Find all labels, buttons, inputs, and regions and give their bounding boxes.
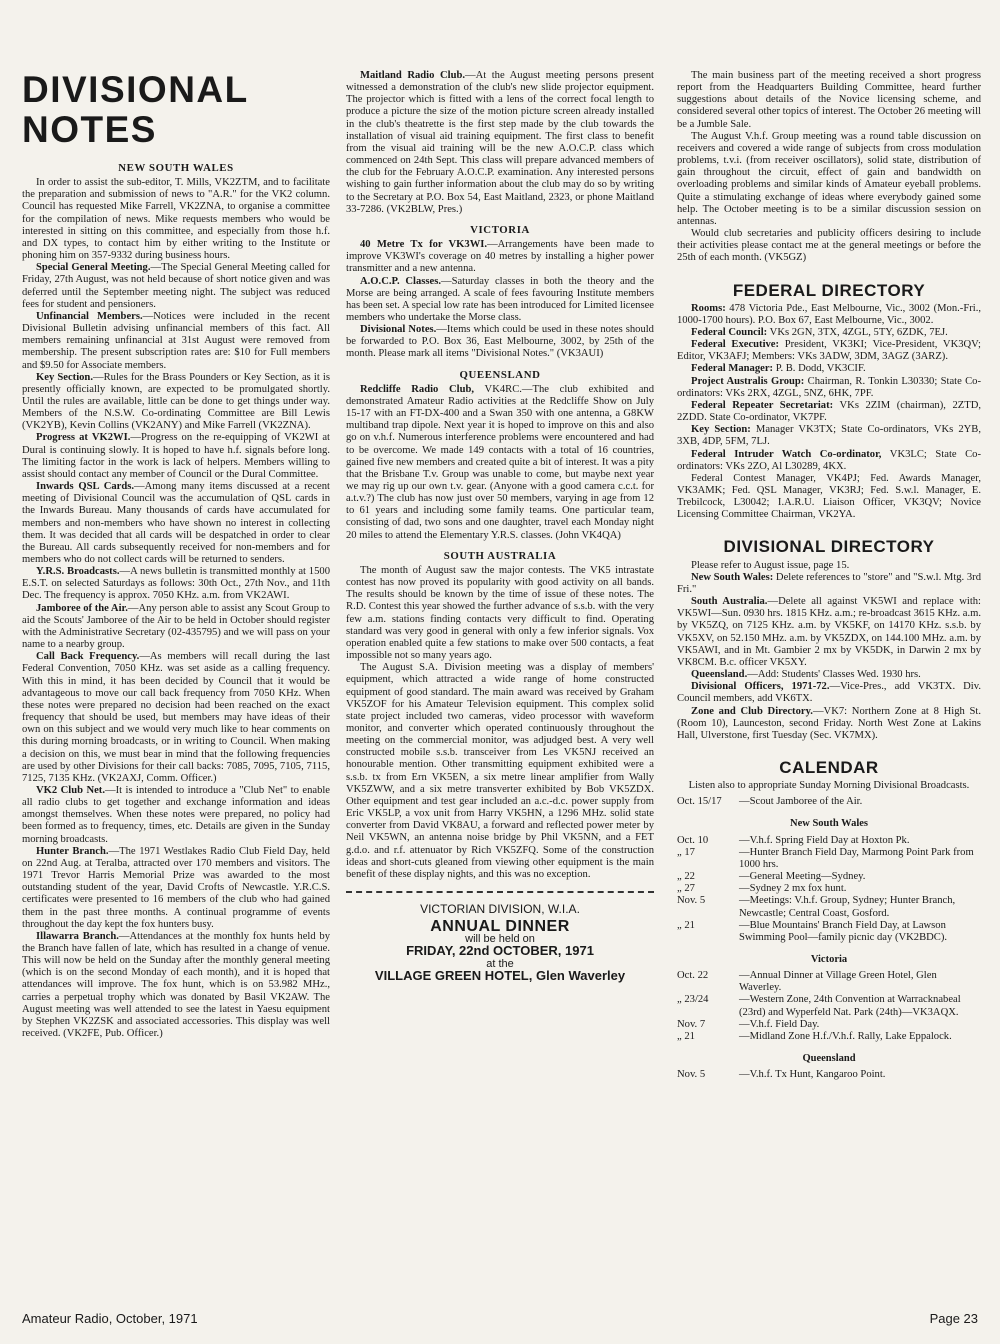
paragraph <box>677 228 981 264</box>
paragraph-lead: Divisional Officers, 1971-72. <box>691 681 830 693</box>
paragraph-text: —It is intended to introduce a "Club Net" to enable all radio clubs to get together and exchange information and ideas amongst themselves. When these notes were prepared, no policy had been formed as to frequency, times, etc. Details are given in the Sunday morning broadcasts. <box>22 784 331 845</box>
calendar-text: —Meetings: V.h.f. Group, Sydney; Hunter Branch, Newcastle; Central Coast, Gosford. <box>739 895 956 919</box>
paragraph-text: VK3LC; State Co-ordinators: VKs 2ZO, Al L30289, 4KX. <box>677 448 981 472</box>
paragraph-lead: A.O.C.P. Classes. <box>360 275 441 287</box>
paragraph <box>677 327 981 339</box>
paragraph-text: Would club secretaries and publicity officers desiring to include their activities please contact me at the general meetings or before the 25th of each month. (VK5GZ) <box>677 228 981 264</box>
paragraph <box>677 706 981 742</box>
paragraph <box>22 931 330 1040</box>
paragraph-text: —The 1971 Westlakes Radio Club Field Day, held on 22nd Aug. at Teralba, attracted over 170 members and visitors. The 1971 Trevor Harris Memorial Prize was awarded to the most outstanding student of the year, David Crofts of Newcastle. Y.R.C.S. certificates were presented to 16 members of the club who had gained them in the past three months. A continual programme of events throughout the day kept the fox hunters busy. <box>22 845 330 930</box>
paragraph <box>22 651 330 785</box>
paragraph-text: The month of August saw the major contests. The VK5 intrastate contest has now proved its popularity with good activity on all bands. The results should be known by the time of issue of these notes. The R.D. Contest this year showed the further advance of s.s.b. with the very few a.m. stations finding contacts very difficult to find. Operating standard was very good in general with only a few inferior signals. Vox operation enabled quite a few stations to make over 500 contacts, a feat impossible not so many years ago. <box>346 564 654 662</box>
paragraph-text: 478 Victoria Pde., East Melbourne, Vic., 3002 (Mon.-Fri., 1000-1700 hours). P.O. Box 67, East Melbourne, Vic., 3002. <box>677 302 981 326</box>
calendar-text: —Western Zone, 24th Convention at Warracknabeal (23rd) and Wyperfeld Nat. Park (24th)—VK3AQX. <box>739 994 961 1018</box>
calendar-nsw-heading: New South Wales <box>790 818 868 830</box>
paragraph <box>22 177 330 262</box>
section-heading-south-australia: SOUTH AUSTRALIA <box>443 549 557 562</box>
paragraph <box>677 596 981 669</box>
paragraph <box>677 449 981 473</box>
column-2 <box>346 0 654 982</box>
paragraph-lead: Queensland. <box>691 669 748 681</box>
paragraph <box>677 363 981 375</box>
footer-page-number: Page 23 <box>929 1311 978 1326</box>
paragraph <box>677 681 981 705</box>
ad-line-3: will be held on <box>465 933 535 946</box>
paragraph-text: The August V.h.f. Group meeting was a round table discussion on receivers and covered a wide range of subjects from cross modulation problems, t.v.i. (from receiver oscillators), solid state, distribution of gain throughout the circuit, effect of gain and bandwidth on overloading problems and similar kinds of Amateur eyeball problems. Quite a stimulating exchange of ideas where everybody gained some help. The October meeting is to be a similar discussion session on antennas. <box>677 130 981 227</box>
paragraph-lead: Y.R.S. Broadcasts. <box>36 566 120 578</box>
paragraph-lead: Federal Intruder Watch Co-ordinator, <box>691 448 882 460</box>
paragraph-lead: Special General Meeting. <box>36 262 151 274</box>
calendar-entry <box>677 895 981 919</box>
paragraph-text: The August S.A. Division meeting was a display of members' equipment, which attracted a wide range of home constructed equipment of good standard. The main award was received by Graham VK5ZOF for his Amateur Television equipment. This complex solid state project included two cameras, video processor with waveform monitor, and converter which operated continuously throughout the meeting on the commercial monitor, was adjudged best. A very well constructed mobile s.s.b. transceiver from Les VK5NJ received an honourable mention. Other transmitting equipment exhibited were a s.s.b. tx from Ern VK5EN, a six metre linear amplifier from Wally VK5ZWW, and a six metre transverter exhibited by Bob VK5ZDX. Other equipment and test gear included an a.c.-d.c. power supply from Eric VK5LP, a vox unit from Harry VK5HN, a 1296 MHz. solid state converter from David VK8AU, a forward and reflected power meter by Neil VK5WN, an antenna noise bridge by Phil VK5NN, and a FET g.d.o. and r.f. attenuator by Rich VK5ZFQ. Some of the construction ideas and short-cuts gleaned from viewing other equipment is the main benefit of these display nights, and this was no exception. <box>346 662 654 880</box>
calendar-nsw <box>677 835 981 944</box>
column-3 <box>677 0 981 1081</box>
section-heading-queensland: QUEENSLAND <box>459 368 541 381</box>
south-australia-notes <box>346 565 654 881</box>
paragraph-text: —At the August meeting persons present witnessed a demonstration of the club's new slide projector equipment. The projector which is fitted with a lens of the correct focal length to produce a picture the size of the motion picture screen already installed in the club's theatrette is the first step made by the club towards the installation of visual aid training equipment. The first class to benefit from the visual aid training will be the new A.O.C.P. class which commenced on 24th Sept. This class will prepare advanced members of the club for the February A.O.C.P. examination. Any interested persons wishing to gain further information about the club may do so by writing to the Secretary at P.O. Box 54, East Maitland, 2323, or phone Maitland 33-7286. (VK2BLW, Pres.) <box>346 70 654 215</box>
section-heading-nsw: NEW SOUTH WALES <box>118 162 234 174</box>
paragraph-text: President, VK3KI; Vice-President, VK3QV; Editor, VK3AFJ; Members: VKs 3ADW, 3DM, 3AGZ (3ARZ). <box>677 339 981 363</box>
paragraph-lead: Unfinancial Members. <box>36 310 143 322</box>
paragraph-lead: Jamboree of the Air. <box>36 602 128 614</box>
annual-dinner-notice <box>346 903 654 982</box>
calendar-text: —Scout Jamboree of the Air. <box>739 796 863 808</box>
section-heading-victoria: VICTORIA <box>470 223 530 236</box>
paragraph <box>677 70 981 131</box>
ad-line-5: at the <box>486 957 514 970</box>
calendar-text: —Annual Dinner at Village Green Hotel, Glen Waverley. <box>739 970 937 994</box>
calendar-date: Nov. 5 <box>677 895 706 907</box>
federal-directory <box>677 303 981 522</box>
paragraph <box>677 131 981 228</box>
calendar-date: „ 21 <box>677 1030 695 1042</box>
paragraph-lead: Zone and Club Directory. <box>691 705 813 717</box>
calendar-date: „ 17 <box>677 846 695 858</box>
paragraph <box>677 303 981 327</box>
calendar-text: —Sydney 2 mx fox hunt. <box>739 883 847 895</box>
calendar-entry <box>677 1069 981 1081</box>
calendar-entry <box>677 883 981 895</box>
paragraph-lead: Call Back Frequency. <box>36 651 140 663</box>
divisional-directory-heading: DIVISIONAL DIRECTORY <box>723 537 935 557</box>
calendar-date: „ 23/24 <box>677 994 709 1006</box>
paragraph-lead: Federal Repeater Secretariat: <box>691 399 834 411</box>
paragraph-text: Federal Contest Manager, VK4PJ; Fed. Awards Manager, VK3AMK; Fed. QSL Manager, VK3RJ; Fed. S.w.l. Manager, E. Trebilcock, L30042; I.A.R.U. Liaison Officer, VK3QV; Novice Licensing Committee Chairman, VK2YA. <box>677 472 981 521</box>
calendar-date: Nov. 7 <box>677 1018 706 1030</box>
paragraph-lead: Key Section: <box>691 424 751 436</box>
paragraph-text: P. B. Dodd, VK3CIF. <box>773 363 866 375</box>
paragraph-text: —Arrangements have been made to improve VK3WI's coverage on 40 metres by installing a higher power transmitter and a new antenna. <box>346 239 654 275</box>
calendar-vic <box>677 970 981 1043</box>
column-1 <box>22 0 330 1040</box>
paragraph-text: —Add: Students' Classes Wed. 1930 hrs. <box>747 669 921 681</box>
paragraph-text: VKs 2ZIM (chairman), 2ZTD, 2ZDD. State Co-ordinator, VK7PF. <box>677 399 981 424</box>
paragraph-text: —Among many items discussed at a recent meeting of Divisional Council was the accumulation of QSL cards in the Inwards Bureau. Many thousands of cards have accumulated for members and non-members who have shown no interest in collecting them. It was decided that all cards will be despatched in order to clear the Bureau. All cards subsequently received for non-members and for members who do not collect cards will be returned to senders. <box>22 481 330 565</box>
paragraph-text: —Delete all against VK5WI and replace with: VK5WI—Sun. 0930 hrs. 1815 KHz. a.m.; re-broadcast 3615 KHz. a.m. by VK5ZQ, on 7125 KHz. a.m. by VK5KF, on 14170 KHz. s.s.b. by VK5XV, on 52.150 MHz. a.m. by VK5ZDX, on 144.100 MHz. a.m. by VK5AWI, and in Mt. Gambier 2 mx by VK5DK, in Darwin 2 mx by VK8CM. B.c. officer VK5XY. <box>677 596 981 668</box>
calendar-vic-heading: Victoria <box>810 954 848 965</box>
calendar-entry <box>677 1019 981 1031</box>
paragraph <box>346 662 654 881</box>
calendar-entry <box>677 835 981 847</box>
paragraph <box>346 70 654 216</box>
calendar-text: —V.h.f. Field Day. <box>739 1018 820 1030</box>
paragraph-text: —Saturday classes in both the theory and the Morse are being arranged. A scale of fees favouring Institute members has been set. A special low rate has been introduced for Limited licensee members who undertake the Morse class. <box>346 275 655 323</box>
calendar-date: „ 21 <box>677 919 695 931</box>
paragraph-lead: South Australia. <box>691 596 768 608</box>
calendar-intro: Listen also to appropriate Sunday Morning Divisional Broadcasts. <box>688 780 970 792</box>
divisional-directory <box>677 560 981 742</box>
footer-publication: Amateur Radio, October, 1971 <box>22 1311 198 1326</box>
paragraph-text: —Attendances at the monthly fox hunts held by the Branch have fallen of late, which has resulted in a change of venue. This will now be held on the Sunday after the monthly general meeting (which is on the second Monday of each month), and it is hoped that attendances will improve. The fox hunt, which is on 53.982 MHz., carries a perpetual trophy which was donated by Basil VK2AW. The August meeting was well attended to see the latest in Yaesu equipment by Stephen VK2ZSK and associated accessories. This display was well received. (VK2FE, Pub. Officer.) <box>22 930 330 1040</box>
paragraph-lead: Key Section. <box>36 371 93 383</box>
paragraph-text: VK4RC.—The club exhibited and demonstrated Amateur Radio activities at the Redcliffe Show on July 15-17 with an FT-DX-400 and a Swan 350 with one antenna, a G8KW multiband trap dipole. Next year it is hoped to improve on this and also go on v.h.f. Numerous interference problems were encountered and had to be overcome. We made 149 contacts with a total of 16 countries, gained five new members and created quite a bit of interest. It was a pity that the Brisbane T.v. Group was unable to come, but maybe next year we may rig up our own t.v. gear. (Anyone with a good camera c.c.t. for a.t.v.?) The club has now just over 50 members, varying in age from 12 to 61 years and including some family teams. One particular team, consisting of dad, two sons and one daughter, travel each Monday night 20 miles to attend the Elementary Y.R.S. classes. (John VK4QA) <box>346 383 654 541</box>
calendar-qld <box>677 1069 981 1081</box>
paragraph <box>346 276 654 325</box>
calendar-date: Oct. 15/17 <box>677 796 722 808</box>
paragraph-lead: VK2 Club Net. <box>36 784 105 796</box>
paragraph <box>22 432 330 481</box>
paragraph <box>677 560 981 572</box>
ad-line-6: VILLAGE GREEN HOTEL, Glen Waverley <box>374 967 626 983</box>
paragraph-lead: Federal Manager: <box>691 363 774 375</box>
ad-line-1: VICTORIAN DIVISION, W.I.A. <box>420 902 580 916</box>
sa-meeting-notes <box>677 70 981 265</box>
paragraph-text: —Notices were included in the recent Divisional Bulletin advising unfinancial members of this fact. All members remaining unfinancial at 31st August were removed from membership. The present subscription rates are: $10 for Full members and $9.50 for Associate members. <box>22 310 330 371</box>
paragraph-text: —Any person able to assist any Scout Group to aid the Scouts' Jamboree of the Air to be held in October should register with the Administrative Secretary (02-435795) and we will pass on your name to a nearby group. <box>22 602 330 651</box>
calendar-text: —V.h.f. Spring Field Day at Hoxton Pk. <box>739 834 910 846</box>
paragraph <box>346 239 654 275</box>
paragraph <box>677 376 981 400</box>
paragraph-text: —A news bulletin is transmitted monthly at 1500 E.S.T. on selected Saturdays as follows: 30th Oct., 27th Nov., and 11th Dec. The frequency is approx. 7050 KHz. a.m. from VK2AWI. <box>22 566 330 602</box>
paragraph-lead: New South Wales: <box>691 571 774 583</box>
paragraph <box>677 424 981 448</box>
calendar-entry <box>677 796 981 808</box>
paragraph <box>346 565 654 662</box>
calendar-date: „ 22 <box>677 871 695 883</box>
calendar-entry <box>677 871 981 883</box>
paragraph <box>677 473 981 522</box>
divider-rule <box>346 891 654 893</box>
paragraph-text: —As members will recall during the last Federal Convention, 7050 KHz. was set aside as a calling frequency. With this in mind, it has been decided by Council that it would be advantageous to move our call back frequency from 7050 KHz. When these notes were prepared no decision had been reached on the exact frequency that should be used, but members may have ideas of their own on this subject and we would very much like to hear comments on this during morning broadcasts, or in writing to Council. When making a decision on this, we must bear in mind that the following frequencies are used by other Divisions for their call backs: 7085, 7095, 7105, 7115, 7125, 7135 KHz. (VK2AXJ, Comm. Officer.) <box>22 651 330 784</box>
paragraph <box>22 481 330 566</box>
paragraph <box>22 372 330 433</box>
calendar-entry <box>677 970 981 994</box>
paragraph <box>677 400 981 424</box>
queensland-notes <box>346 384 654 542</box>
paragraph-lead: Redcliffe Radio Club, <box>360 383 475 395</box>
calendar-date: Nov. 5 <box>677 1069 706 1081</box>
paragraph-lead: Project Australis Group: <box>691 375 805 387</box>
calendar-date: Oct. 22 <box>677 970 709 982</box>
paragraph-lead: Divisional Notes. <box>360 324 437 336</box>
paragraph-lead: Inwards QSL Cards. <box>36 481 135 493</box>
ad-line-4: FRIDAY, 22nd OCTOBER, 1971 <box>406 943 594 959</box>
calendar-entry <box>677 994 981 1018</box>
paragraph-lead: Maitland Radio Club. <box>360 70 465 81</box>
paragraph <box>346 324 654 360</box>
calendar-entry <box>677 1031 981 1043</box>
paragraph-text: —Vice-Pres., add VK3TX. Div. Council members, add VK6TX. <box>677 681 981 705</box>
paragraph <box>677 339 981 363</box>
calendar-entry <box>677 847 981 871</box>
ad-line-2: ANNUAL DINNER <box>430 918 570 936</box>
federal-directory-heading: FEDERAL DIRECTORY <box>732 280 926 300</box>
paragraph-text: Please refer to August issue, page 15. <box>691 559 850 571</box>
paragraph <box>346 384 654 542</box>
paragraph-text: In order to assist the sub-editor, T. Mills, VK2ZTM, and to facilitate the preparation and submission of news to "A.R." for the VK2 column. Council has requested Mike Farrell, VK2ZNA, to organise a committee for the compilation of news. Mike requests members who would be interested in sitting on this committee, and especially from those h.f. and DX types, to contact him by either writing to the Institute or phoning him on 357-9332 during business hours. <box>22 177 330 262</box>
paragraph-text: —Progress on the re-equipping of VK2WI at Dural is continuing slowly. It is hoped to have h.f. signals before long. The limiting factor in the work is lack of helpers. Members willing to assist should contact any member of Council or the Dural Committee. <box>22 432 330 480</box>
calendar-text: —General Meeting—Sydney. <box>739 871 866 883</box>
paragraph <box>22 262 330 311</box>
paragraph <box>22 785 330 846</box>
paragraph-text: Chairman, R. Tonkin L30330; State Co-ordinators: VKs 2RX, 4ZGL, 5NZ, 6HK, 7PF. <box>677 375 981 399</box>
nsw-notes <box>22 177 330 1040</box>
page-title: DIVISIONAL NOTES <box>22 69 249 150</box>
paragraph-text: Manager VK3TX; State Co-ordinators, VKs 2YB, 3XB, 4DP, 5FM, 7LJ. <box>677 424 981 448</box>
paragraph-lead: 40 Metre Tx for VK3WI. <box>360 239 488 251</box>
paragraph-lead: Federal Executive: <box>691 339 780 351</box>
paragraph <box>22 846 330 931</box>
victoria-notes <box>346 239 654 361</box>
paragraph-lead: Progress at VK2WI. <box>36 432 131 444</box>
paragraph <box>22 603 330 652</box>
calendar-qld-heading: Queensland <box>802 1053 856 1065</box>
paragraph-text: —The Special General Meeting called for Friday, 27th August, was not held because of short notice given and was deferred until the September meeting night. The subject was reduced fees for student and pensioners. <box>22 262 330 310</box>
maitland-notes <box>346 70 654 216</box>
paragraph-text: —Items which could be used in these notes should be forwarded to P.O. Box 36, East Melbourne, 3002, by 25th of the month. Please mark all items "Divisional Notes." (VK3AUI) <box>346 324 654 360</box>
calendar-date: Oct. 10 <box>677 834 709 846</box>
paragraph-lead: Federal Council: <box>691 326 768 338</box>
calendar-text: —Midland Zone H.f./V.h.f. Rally, Lake Eppalock. <box>739 1030 952 1042</box>
calendar-text: —Blue Mountains' Branch Field Day, at Lawson Swimming Pool—family picnic day (VK2BDC). <box>739 919 948 943</box>
paragraph-lead: Rooms: <box>691 302 726 314</box>
calendar-heading: CALENDAR <box>779 757 879 777</box>
calendar-text: —V.h.f. Tx Hunt, Kangaroo Point. <box>739 1069 886 1081</box>
calendar-entry <box>677 920 981 944</box>
paragraph-text: —Rules for the Brass Pounders or Key Section, as it is presently officially known, are expected to be promulgated shortly. Until the rules are available, little can be done to get things under way. Members of the N.S.W. Co-ordinating Committee are Bill Lewis (VK2YB), Kevin Collins (VK2ANY) and Mike Farrell (VK2ZNA). <box>22 371 330 432</box>
paragraph <box>22 566 330 602</box>
calendar-text: —Hunter Branch Field Day, Marmong Point Park from 1000 hrs. <box>739 846 974 870</box>
paragraph <box>677 572 981 596</box>
paragraph <box>677 669 981 681</box>
paragraph-lead: Illawarra Branch. <box>36 930 119 942</box>
calendar-date: „ 27 <box>677 883 695 895</box>
paragraph-text: Delete references to "store" and "S.w.l. Mtg. 3rd Fri." <box>677 571 981 595</box>
paragraph <box>22 311 330 372</box>
paragraph-lead: Hunter Branch. <box>36 845 109 857</box>
paragraph-text: The main business part of the meeting received a short progress report from the Headquarters Building Committee, heard further suggestions about details of the Novice licensing scheme, and considered several other topics of interest. The October 26 meeting will be a Jumble Sale. <box>677 70 981 130</box>
paragraph-text: —VK7: Northern Zone at 8 High St. (Room 10), Launceston, second Friday. North West Zone at Lakins Hall, Ulverstone, first Tuesday (Sec. VK7MX). <box>677 705 981 741</box>
paragraph-text: VKs 2GN, 3TX, 4ZGL, 5TY, 6ZDK, 7EJ. <box>767 326 948 338</box>
